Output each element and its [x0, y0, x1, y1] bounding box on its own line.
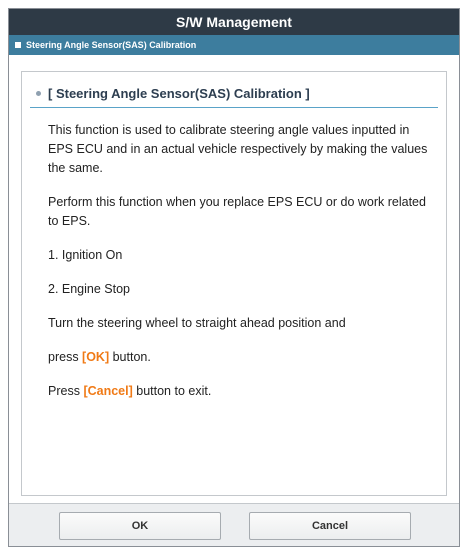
window-title: S/W Management	[9, 9, 459, 35]
ok-instruction-pre: press	[48, 350, 83, 364]
cancel-instruction-pre: Press	[48, 384, 84, 398]
description-paragraph: This function is used to calibrate steering angle values inputted in EPS ECU and in an actual vehicle respectively by making the values the same.	[48, 123, 428, 175]
cancel-button[interactable]: Cancel	[249, 512, 411, 540]
section-header	[30, 86, 438, 108]
step-2: 2. Engine Stop	[48, 282, 131, 296]
breadcrumb	[9, 35, 459, 55]
ok-button[interactable]: OK	[59, 512, 221, 540]
cancel-instruction-post: button to exit.	[132, 384, 212, 398]
ok-instruction-post: button.	[109, 350, 151, 364]
ok-highlight: [OK]	[82, 350, 110, 364]
section-title: [ Steering Angle Sensor(SAS) Calibration ]	[48, 86, 310, 101]
ok-instruction	[48, 348, 430, 367]
usage-paragraph: Perform this function when you replace EPS ECU or do work related to EPS.	[48, 195, 426, 228]
steering-instruction: Turn the steering wheel to straight ahead position and	[48, 316, 346, 330]
cancel-instruction	[48, 382, 430, 401]
square-bullet-icon	[15, 42, 21, 48]
step-1: 1. Ignition On	[48, 248, 123, 262]
bullet-dot-icon	[36, 91, 41, 96]
instructions	[48, 121, 430, 401]
dialog-window	[8, 8, 460, 547]
button-bar	[9, 503, 459, 546]
cancel-highlight: [Cancel]	[83, 384, 133, 398]
content-panel	[21, 71, 447, 496]
breadcrumb-label: Steering Angle Sensor(SAS) Calibration	[26, 40, 197, 50]
